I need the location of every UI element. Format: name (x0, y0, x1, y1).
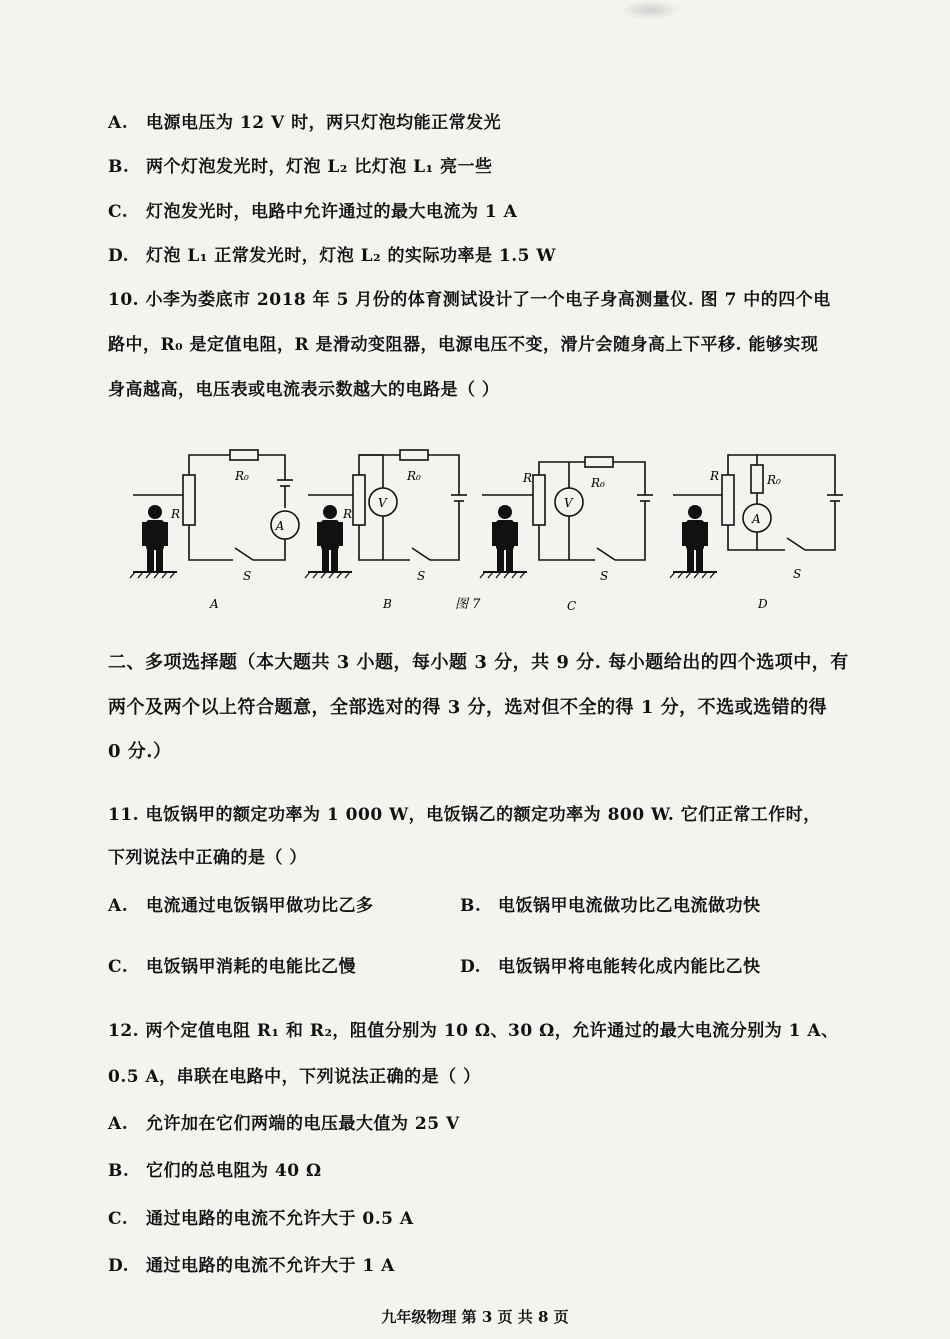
section2-line-3: 0 分.） (108, 741, 172, 762)
person-icon (142, 505, 168, 572)
switch-label: S (600, 569, 609, 583)
r-label: R (343, 507, 353, 521)
q12-line-2: 0.5 A，串联在电路中，下列说法正确的是（ ） (108, 1067, 481, 1087)
fixed-resistor (400, 450, 428, 460)
person-icon (492, 505, 518, 572)
q11-option-a-letter: A. (108, 896, 129, 916)
ammeter-label: A (275, 519, 285, 533)
switch-label: S (793, 567, 802, 581)
q12-option-d-text: 通过电路的电流不允许大于 1 A (146, 1256, 395, 1276)
voltmeter-label: V (378, 496, 387, 510)
q12-option-a-letter: A. (108, 1114, 129, 1134)
q12-option-d-letter: D. (108, 1256, 130, 1276)
q11-option-c-letter: C. (108, 957, 129, 977)
q10-line-2: 路中，R₀ 是定值电阻，R 是滑动变阻器，电源电压不变，滑片会随身高上下平移. 能够实现 (108, 335, 819, 355)
q9-option-d-letter: D. (108, 246, 130, 266)
r-label: R (523, 471, 533, 485)
variable-resistor (533, 475, 545, 525)
circuit-a (130, 450, 299, 578)
q11-option-c-text: 电饭锅甲消耗的电能比乙慢 (146, 957, 356, 977)
q11-option-b-letter: B. (460, 896, 482, 916)
q10-line-3: 身高越高，电压表或电流表示数越大的电路是（ ） (108, 380, 500, 400)
page-footer: 九年级物理 第 3 页 共 8 页 (381, 1308, 569, 1326)
q12-line-1: 12. 两个定值电阻 R₁ 和 R₂，阻值分别为 10 Ω、30 Ω，允许通过的最大电流分别为 1 A、 (108, 1021, 839, 1041)
q11-option-a (108, 891, 374, 916)
switch-label: S (243, 569, 252, 583)
q11-option-d-letter: D. (460, 957, 482, 977)
voltmeter-label: V (564, 496, 573, 510)
person-icon (682, 505, 708, 572)
variable-resistor (183, 475, 195, 525)
q9-option-a-letter: A. (108, 113, 129, 133)
section2-line-1: 二、多项选择题（本大题共 3 小题，每小题 3 分，共 9 分. 每小题给出的四个选项中，有 (108, 652, 849, 673)
fixed-resistor (585, 457, 613, 467)
ground-icon (305, 572, 352, 578)
circuit-c (480, 457, 653, 578)
q9-option-c-letter: C. (108, 202, 129, 222)
figure-7-svg (125, 440, 865, 620)
q12-option-b-text: 它们的总电阻为 40 Ω (146, 1161, 322, 1181)
q9-option-b-text: 两个灯泡发光时，灯泡 L₂ 比灯泡 L₁ 亮一些 (146, 157, 493, 177)
label-b: B (383, 597, 392, 611)
q9-option-d (108, 241, 556, 266)
variable-resistor (722, 475, 734, 525)
figure-caption: 图 7 (455, 597, 481, 612)
section2-line-2: 两个及两个以上符合题意，全部选对的得 3 分，选对但不全的得 1 分，不选或选错的得 (108, 697, 828, 718)
q12-option-a (108, 1109, 460, 1134)
q11-line-1: 11. 电饭锅甲的额定功率为 1 000 W，电饭锅乙的额定功率为 800 W. 它们正常工作时， (108, 805, 821, 825)
q9-option-a-text: 电源电压为 12 V 时，两只灯泡均能正常发光 (146, 113, 502, 133)
q9-option-d-text: 灯泡 L₁ 正常发光时，灯泡 L₂ 的实际功率是 1.5 W (146, 246, 556, 266)
q12-option-c-letter: C. (108, 1209, 129, 1229)
r0-label: R₀ (407, 469, 421, 483)
q11-option-d-text: 电饭锅甲将电能转化成内能比乙快 (498, 957, 761, 977)
q12-option-b-letter: B. (108, 1161, 130, 1181)
r0-label: R₀ (235, 469, 249, 483)
r0-label: R₀ (591, 476, 605, 490)
label-c: C (567, 599, 577, 613)
q9-option-c-text: 灯泡发光时，电路中允许通过的最大电流为 1 A (146, 202, 518, 222)
label-a: A (210, 597, 219, 611)
fixed-resistor (230, 450, 258, 460)
label-d: D (758, 597, 768, 611)
person-icon (317, 505, 343, 572)
q11-option-a-text: 电流通过电饭锅甲做功比乙多 (146, 896, 374, 916)
q11-option-b (460, 891, 761, 916)
q12-option-d (108, 1251, 395, 1276)
ground-icon (480, 572, 527, 578)
r0-label: R₀ (767, 473, 781, 487)
scan-smudge (620, 0, 680, 20)
figure-7 (125, 440, 865, 620)
q12-option-b (108, 1156, 322, 1181)
q12-option-c-text: 通过电路的电流不允许大于 0.5 A (146, 1209, 414, 1229)
fixed-resistor (751, 465, 763, 493)
q11-option-d (460, 952, 761, 977)
q9-option-c (108, 197, 517, 222)
r-label: R (710, 469, 720, 483)
r-label: R (171, 507, 181, 521)
ammeter-label: A (752, 512, 761, 526)
circuit-b (305, 450, 467, 578)
q11-option-b-text: 电饭锅甲电流做功比乙电流做功快 (498, 896, 761, 916)
q9-option-a (108, 108, 501, 133)
ground-icon (670, 572, 717, 578)
variable-resistor (353, 475, 365, 525)
ground-icon (130, 572, 177, 578)
q11-option-c (108, 952, 356, 977)
q9-option-b-letter: B. (108, 157, 130, 177)
q10-line-1: 10. 小李为娄底市 2018 年 5 月份的体育测试设计了一个电子身高测量仪. 图 7 中的四个电 (108, 290, 831, 310)
switch-label: S (417, 569, 426, 583)
q11-line-2: 下列说法中正确的是（ ） (108, 848, 307, 868)
q12-option-a-text: 允许加在它们两端的电压最大值为 25 V (146, 1114, 460, 1134)
q9-option-b (108, 152, 492, 177)
q12-option-c (108, 1204, 414, 1229)
